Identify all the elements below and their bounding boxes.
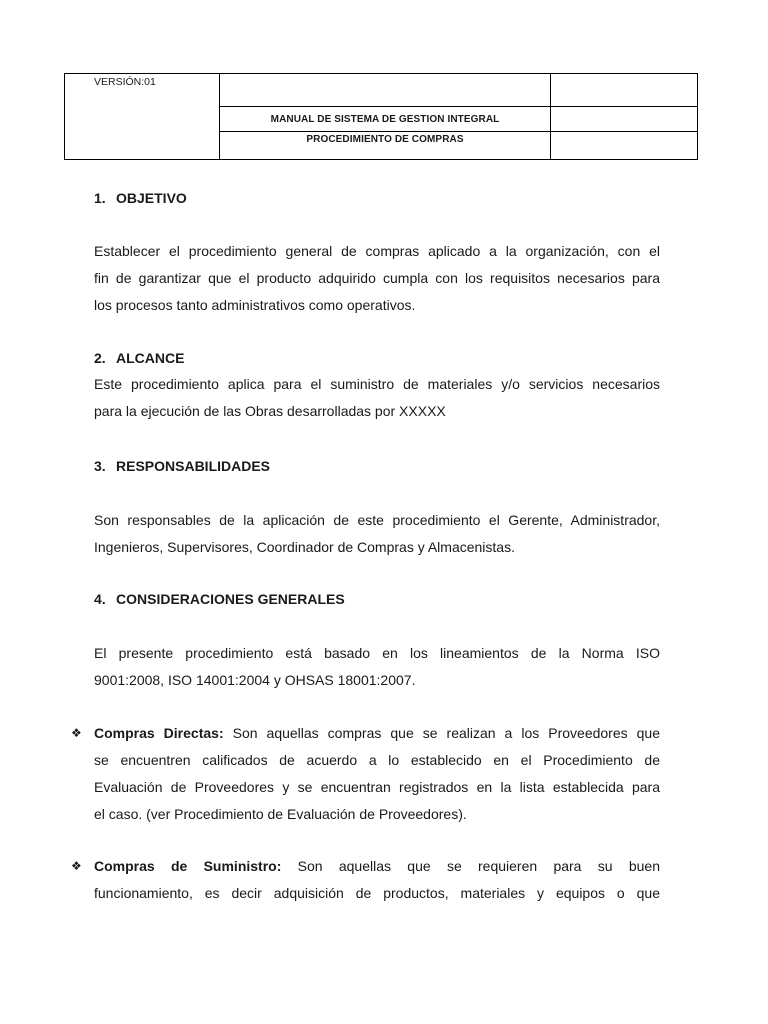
text-line: Ingenieros, Supervisores, Coordinador de Compras y Almacenistas. [94,539,515,555]
section-heading-objetivo: 1. OBJETIVO [94,190,187,206]
bullet-term: Compras de Suministro: [94,858,282,874]
header-empty-cell [551,74,698,107]
text-line: Evaluación de Proveedores y se encuentran registrados en la lista establecida para [94,779,660,795]
manual-title: MANUAL DE SISTEMA DE GESTION INTEGRAL [220,107,551,132]
text-line: Establecer el procedimiento general de compras aplicado a la organización, con el [94,243,660,259]
paragraph-responsabilidades [94,507,660,561]
text-line: Compras Directas: Son aquellas compras que se realizan a los Proveedores que [94,725,660,741]
text-line: El presente procedimiento está basado en los lineamientos de la Norma ISO [94,645,660,661]
text-line: Este procedimiento aplica para el suministro de materiales y/o servicios necesarios [94,376,660,392]
text-line: Compras de Suministro: Son aquellas que se requieren para su buen [94,858,660,874]
header-empty-cell [551,107,698,132]
diamond-bullet-icon: ❖ [71,859,82,873]
bullet-compras-directas [94,720,660,828]
bullet-term: Compras Directas: [94,725,224,741]
section-heading-consideraciones: 4. CONSIDERACIONES GENERALES [94,591,345,607]
version-cell: VERSIÓN:01 [65,74,220,160]
text-line: para la ejecución de las Obras desarrolladas por XXXXX [94,403,446,419]
section-heading-alcance: 2. ALCANCE [94,350,185,366]
text-line: se encuentren calificados de acuerdo a lo establecido en el Procedimiento de [94,752,660,768]
paragraph-objetivo [94,238,660,319]
bullet-compras-suministro [94,853,660,907]
text-line: funcionamiento, es decir adquisición de productos, materiales y equipos o que [94,885,660,901]
text-line: Son responsables de la aplicación de este procedimiento el Gerente, Administrador, [94,512,660,528]
header-table [64,73,698,160]
text-line: los procesos tanto administrativos como operativos. [94,297,416,313]
procedure-title: PROCEDIMIENTO DE COMPRAS [220,132,551,160]
text-line: 9001:2008, ISO 14001:2004 y OHSAS 18001:2007. [94,672,416,688]
diamond-bullet-icon: ❖ [71,726,82,740]
paragraph-consideraciones [94,640,660,694]
paragraph-alcance [94,371,660,425]
header-empty-cell [551,132,698,160]
section-heading-responsabilidades: 3. RESPONSABILIDADES [94,458,271,474]
header-empty-cell [220,74,551,107]
text-line: el caso. (ver Procedimiento de Evaluación de Proveedores). [94,806,467,822]
text-line: fin de garantizar que el producto adquirido cumpla con los requisitos necesarios para [94,270,660,286]
